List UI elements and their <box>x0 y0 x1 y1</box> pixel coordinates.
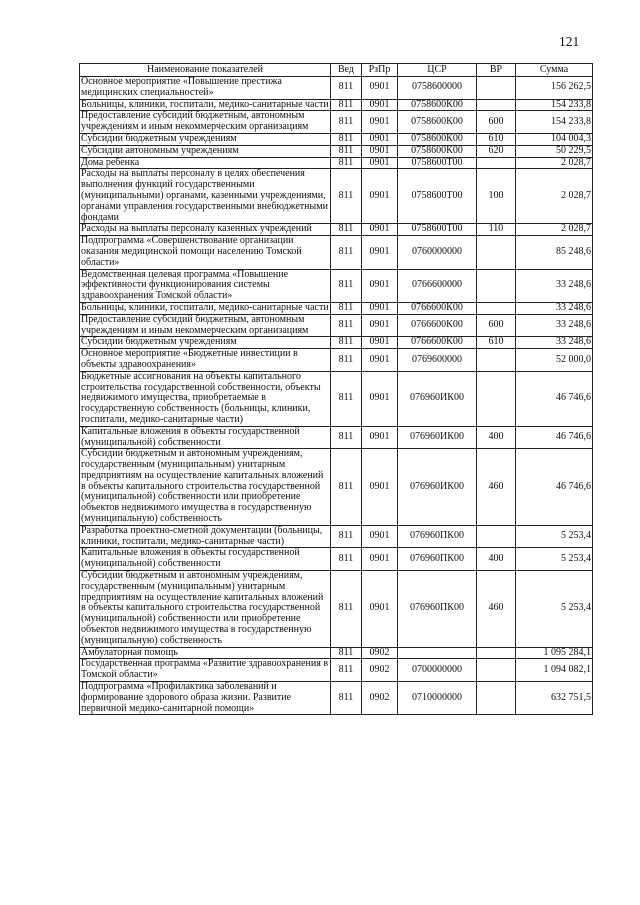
cell-csr: 0766600000 <box>398 269 477 302</box>
cell-sum: 154 233,8 <box>516 111 593 134</box>
cell-name: Основное мероприятие «Бюджетные инвестиции в объекты здравоохранения» <box>80 349 331 372</box>
cell-sum: 33 248,6 <box>516 337 593 349</box>
table-row <box>80 682 593 715</box>
table-row <box>80 525 593 548</box>
cell-csr: 0766600К00 <box>398 302 477 314</box>
cell-vr <box>477 77 516 100</box>
cell-csr: 0758600Т00 <box>398 157 477 169</box>
cell-rzpr: 0901 <box>362 157 398 169</box>
cell-ved: 811 <box>331 269 362 302</box>
cell-csr: 076960ИК00 <box>398 371 477 426</box>
cell-name: Разработка проектно-сметной документации (больницы, клиники, госпитали, медико-санитарные части) <box>80 525 331 548</box>
table-row <box>80 337 593 349</box>
cell-sum: 632 751,5 <box>516 682 593 715</box>
cell-sum: 1 095 284,1 <box>516 647 593 659</box>
cell-csr: 0758600К00 <box>398 145 477 157</box>
cell-vr: 610 <box>477 337 516 349</box>
cell-name: Дома ребенка <box>80 157 331 169</box>
table-row <box>80 133 593 145</box>
cell-rzpr: 0901 <box>362 111 398 134</box>
table-row <box>80 449 593 526</box>
cell-sum: 33 248,6 <box>516 314 593 337</box>
table-row <box>80 169 593 224</box>
table-row <box>80 77 593 100</box>
cell-vr: 400 <box>477 548 516 571</box>
cell-sum: 85 248,6 <box>516 236 593 269</box>
cell-ved: 811 <box>331 682 362 715</box>
header-vr: ВР <box>477 64 516 77</box>
cell-sum: 33 248,6 <box>516 302 593 314</box>
cell-csr: 0758600Т00 <box>398 169 477 224</box>
cell-csr: 076960ИК00 <box>398 449 477 526</box>
cell-rzpr: 0902 <box>362 647 398 659</box>
cell-csr: 0710000000 <box>398 682 477 715</box>
cell-sum: 156 262,5 <box>516 77 593 100</box>
cell-csr <box>398 647 477 659</box>
table-row <box>80 349 593 372</box>
cell-sum: 52 000,0 <box>516 349 593 372</box>
table-row <box>80 659 593 682</box>
cell-vr: 610 <box>477 133 516 145</box>
cell-name: Расходы на выплаты персоналу казенных учреждений <box>80 224 331 236</box>
cell-ved: 811 <box>331 571 362 648</box>
cell-name: Бюджетные ассигнования на объекты капитального строительства государственной собственности, объекты недвижимого имущества, приобретаемые в государственную собственность (больницы, клиники, госпитали, медико-санитарные части) <box>80 371 331 426</box>
cell-rzpr: 0901 <box>362 571 398 648</box>
cell-name: Капитальные вложения в объекты государственной (муниципальной) собственности <box>80 548 331 571</box>
cell-name: Субсидии бюджетным и автономным учреждениям, государственным (муниципальным) унитарным предприятиям на осуществление капитальных вложений в объекты капитального строительства государственной (муниципальной) собственности или приобретение объектов недвижимого имущества в государственную (муниципальную) собственность <box>80 571 331 648</box>
cell-ved: 811 <box>331 169 362 224</box>
cell-sum: 2 028,7 <box>516 224 593 236</box>
cell-name: Субсидии бюджетным учреждениям <box>80 337 331 349</box>
cell-sum: 46 746,6 <box>516 426 593 449</box>
cell-vr <box>477 236 516 269</box>
cell-vr: 620 <box>477 145 516 157</box>
cell-rzpr: 0901 <box>362 77 398 100</box>
table-row <box>80 111 593 134</box>
table-row <box>80 269 593 302</box>
cell-csr: 076960ПК00 <box>398 525 477 548</box>
budget-table <box>79 63 593 715</box>
cell-sum: 5 253,4 <box>516 548 593 571</box>
cell-name: Государственная программа «Развитие здравоохранения в Томской области» <box>80 659 331 682</box>
cell-vr: 460 <box>477 449 516 526</box>
cell-sum: 2 028,7 <box>516 157 593 169</box>
cell-rzpr: 0901 <box>362 236 398 269</box>
cell-ved: 811 <box>331 77 362 100</box>
cell-name: Капитальные вложения в объекты государственной (муниципальной) собственности <box>80 426 331 449</box>
cell-csr: 0700000000 <box>398 659 477 682</box>
cell-vr <box>477 157 516 169</box>
cell-csr: 0766600К00 <box>398 337 477 349</box>
cell-ved: 811 <box>331 99 362 111</box>
cell-rzpr: 0901 <box>362 426 398 449</box>
cell-ved: 811 <box>331 111 362 134</box>
cell-rzpr: 0902 <box>362 659 398 682</box>
cell-sum: 154 233,8 <box>516 99 593 111</box>
cell-csr: 0760000000 <box>398 236 477 269</box>
cell-sum: 2 028,7 <box>516 169 593 224</box>
cell-name: Подпрограмма «Профилактика заболеваний и формирование здорового образа жизни. Развитие первичной медико-санитарной помощи» <box>80 682 331 715</box>
cell-vr: 600 <box>477 314 516 337</box>
cell-rzpr: 0901 <box>362 169 398 224</box>
table-row <box>80 571 593 648</box>
header-csr: ЦСР <box>398 64 477 77</box>
cell-ved: 811 <box>331 224 362 236</box>
cell-ved: 811 <box>331 337 362 349</box>
cell-rzpr: 0902 <box>362 682 398 715</box>
cell-name: Ведомственная целевая программа «Повышение эффективности функционирования системы здравоохранения Томской области» <box>80 269 331 302</box>
cell-ved: 811 <box>331 426 362 449</box>
table-header-row <box>80 64 593 77</box>
table-row <box>80 157 593 169</box>
cell-name: Подпрограмма «Совершенствование организации оказания медицинской помощи населению Томской области» <box>80 236 331 269</box>
table-row <box>80 314 593 337</box>
cell-rzpr: 0901 <box>362 269 398 302</box>
cell-csr: 0758600К00 <box>398 99 477 111</box>
cell-vr <box>477 269 516 302</box>
cell-ved: 811 <box>331 349 362 372</box>
cell-ved: 811 <box>331 302 362 314</box>
cell-ved: 811 <box>331 236 362 269</box>
cell-vr <box>477 647 516 659</box>
cell-name: Субсидии бюджетным учреждениям <box>80 133 331 145</box>
cell-vr <box>477 659 516 682</box>
cell-sum: 33 248,6 <box>516 269 593 302</box>
cell-vr <box>477 525 516 548</box>
cell-csr: 0766600К00 <box>398 314 477 337</box>
cell-name: Расходы на выплаты персоналу в целях обеспечения выполнения функций государственными (муниципальными) органами, казенными учреждениями, органами управления государственными внебюджетными фондами <box>80 169 331 224</box>
cell-rzpr: 0901 <box>362 548 398 571</box>
cell-vr <box>477 349 516 372</box>
cell-ved: 811 <box>331 525 362 548</box>
table-row <box>80 99 593 111</box>
cell-csr: 0758600Т00 <box>398 224 477 236</box>
cell-ved: 811 <box>331 157 362 169</box>
page-number: 121 <box>559 34 580 49</box>
table-row <box>80 224 593 236</box>
cell-name: Предоставление субсидий бюджетным, автономным учреждениям и иным некоммерческим организациям <box>80 111 331 134</box>
table-row <box>80 371 593 426</box>
cell-rzpr: 0901 <box>362 449 398 526</box>
table-row <box>80 145 593 157</box>
table-row <box>80 548 593 571</box>
cell-name: Амбулаторная помощь <box>80 647 331 659</box>
cell-csr: 0758600000 <box>398 77 477 100</box>
cell-ved: 811 <box>331 548 362 571</box>
cell-ved: 811 <box>331 145 362 157</box>
cell-ved: 811 <box>331 133 362 145</box>
cell-sum: 104 004,3 <box>516 133 593 145</box>
cell-sum: 5 253,4 <box>516 525 593 548</box>
cell-csr: 076960ПК00 <box>398 548 477 571</box>
table-row <box>80 426 593 449</box>
cell-ved: 811 <box>331 314 362 337</box>
cell-name: Субсидии бюджетным и автономным учреждениям, государственным (муниципальным) унитарным предприятиям на осуществление капитальных вложений в объекты капитального строительства государственной (муниципальной) собственности или приобретение объектов недвижимого имущества в государственную (муниципальную) собственность <box>80 449 331 526</box>
cell-vr <box>477 302 516 314</box>
cell-csr: 0769600000 <box>398 349 477 372</box>
cell-rzpr: 0901 <box>362 371 398 426</box>
cell-name: Основное мероприятие «Повышение престижа медицинских специальностей» <box>80 77 331 100</box>
cell-ved: 811 <box>331 659 362 682</box>
table-row <box>80 302 593 314</box>
cell-vr: 110 <box>477 224 516 236</box>
table-row <box>80 647 593 659</box>
cell-vr: 100 <box>477 169 516 224</box>
cell-name: Субсидии автономным учреждениям <box>80 145 331 157</box>
cell-sum: 1 094 082,1 <box>516 659 593 682</box>
cell-vr: 400 <box>477 426 516 449</box>
cell-rzpr: 0901 <box>362 99 398 111</box>
cell-sum: 46 746,6 <box>516 449 593 526</box>
cell-name: Больницы, клиники, госпитали, медико-санитарные части <box>81 98 329 110</box>
cell-rzpr: 0901 <box>362 302 398 314</box>
header-rzpr: РзПр <box>362 64 398 77</box>
cell-rzpr: 0901 <box>362 133 398 145</box>
cell-rzpr: 0901 <box>362 349 398 372</box>
cell-csr: 076960ИК00 <box>398 426 477 449</box>
cell-rzpr: 0901 <box>362 145 398 157</box>
header-name: Наименование показателей <box>80 64 331 77</box>
cell-csr: 0758600К00 <box>398 133 477 145</box>
cell-vr <box>477 371 516 426</box>
cell-vr: 460 <box>477 571 516 648</box>
cell-vr <box>477 682 516 715</box>
header-ved: Вед <box>331 64 362 77</box>
table-row <box>80 236 593 269</box>
cell-rzpr: 0901 <box>362 525 398 548</box>
header-sum: Сумма <box>516 64 593 77</box>
cell-rzpr: 0901 <box>362 224 398 236</box>
cell-vr <box>477 99 516 111</box>
cell-ved: 811 <box>331 647 362 659</box>
cell-sum: 5 253,4 <box>516 571 593 648</box>
cell-rzpr: 0901 <box>362 314 398 337</box>
cell-name: Предоставление субсидий бюджетным, автономным учреждениям и иным некоммерческим организациям <box>80 314 331 337</box>
cell-ved: 811 <box>331 449 362 526</box>
cell-csr: 0758600К00 <box>398 111 477 134</box>
cell-rzpr: 0901 <box>362 337 398 349</box>
cell-ved: 811 <box>331 371 362 426</box>
cell-sum: 46 746,6 <box>516 371 593 426</box>
cell-csr: 076960ПК00 <box>398 571 477 648</box>
cell-sum: 50 229,5 <box>516 145 593 157</box>
cell-name: Больницы, клиники, госпитали, медико-санитарные части <box>81 301 329 313</box>
cell-vr: 600 <box>477 111 516 134</box>
